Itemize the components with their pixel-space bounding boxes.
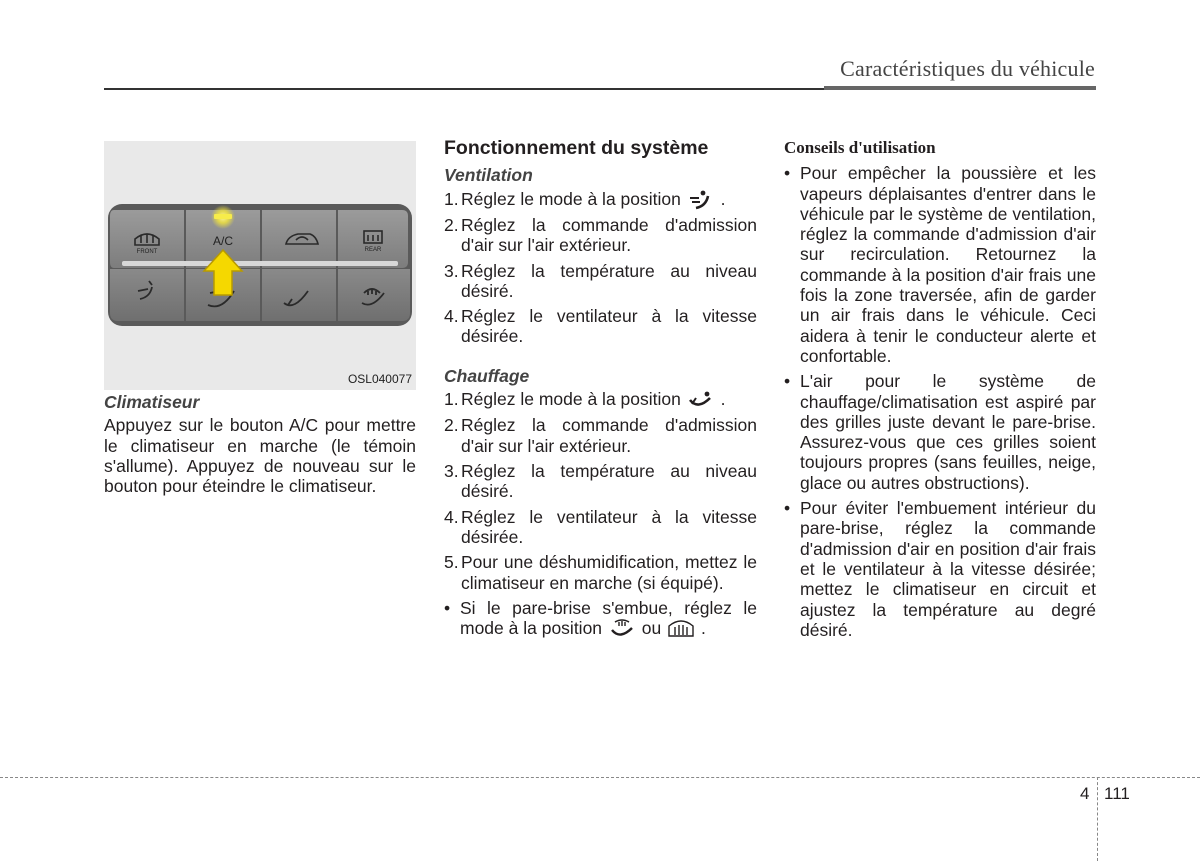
page-number: 111 [1104, 784, 1130, 803]
ventilation-step-2: 2. Réglez la commande d'admission d'air sur l'air extérieur. [444, 214, 757, 256]
front-defrost-icon [666, 618, 696, 640]
footer-divider [0, 777, 1200, 778]
climate-panel-illustration [104, 141, 416, 390]
column-climatiseur [104, 392, 416, 496]
face-vent-icon [686, 190, 716, 210]
ventilation-step-3: 3. Réglez la température au niveau désiré. [444, 260, 757, 301]
column-system-operation [444, 138, 757, 645]
svg-text:A/C: A/C [212, 234, 234, 248]
column-usage-tips [784, 138, 1096, 645]
footer-vertical-divider [1097, 777, 1098, 861]
header-title: Caractéristiques du véhicule [840, 56, 1095, 81]
chauffage-step-5: 5. Pour une déshumidification, mettez le climatiseur en marche (si équipé). [444, 552, 757, 593]
svg-text:FRONT: FRONT [136, 249, 158, 255]
floor-defrost-icon [607, 618, 637, 640]
ventilation-step-4: 4. Réglez le ventilateur à la vitesse désirée. [444, 306, 757, 347]
panel-divider [122, 261, 398, 266]
climate-panel-figure [104, 141, 416, 390]
bottom-row-buttons [110, 269, 410, 321]
floor-vent-icon [686, 390, 716, 410]
tip-item: • Pour éviter l'embuement intérieur du pare-brise, réglez la commande d'admission d'air en position d'air frais et le ventilateur à la vitesse désirée; mettez le climatiseur en circuit et ajustez la température au degré désiré. [784, 498, 1096, 640]
section-title: Fonctionnement du système [444, 137, 709, 159]
svg-text:REAR: REAR [364, 247, 382, 253]
climatiseur-text: Appuyez sur le bouton A/C pour mettre le climatiseur en marche (le témoin s'allume). Appuyez de nouveau sur le bouton pour éteindre le climatiseur. [104, 415, 416, 497]
chauffage-step-1: 1. Réglez le mode à la position . [444, 389, 726, 410]
figure-code: OSL040077 [347, 372, 412, 386]
subtitle-climatiseur: Climatiseur [104, 392, 200, 412]
tip-item: • L'air pour le système de chauffage/climatisation est aspiré par des grilles juste devant le pare-brise. Assurez-vous que ces grilles soient toujours propres (sans feuilles, neige, glace ou autres obstructions). [784, 371, 1096, 493]
chauffage-step-2: 2. Réglez la commande d'admission d'air sur l'air extérieur. [444, 415, 757, 456]
ac-indicator-icon [214, 214, 232, 219]
chapter-number: 4 [1080, 784, 1090, 803]
ventilation-step-1: 1. Réglez le mode à la position . [444, 188, 726, 209]
header-rule-accent [824, 86, 1096, 90]
subtitle-ventilation: Ventilation [444, 165, 533, 186]
chauffage-step-3: 3. Réglez la température au niveau désiré. [444, 461, 757, 502]
tip-item: • Pour empêcher la poussière et les vapeurs déplaisantes d'entrer dans le véhicule par le système de ventilation, réglez la commande d'admission d'air sur recirculation. Retournez la commande à la position d'air frais une fois la zone traversée, afin de garder un air frais dans le véhicule. Ceci aidera à tenir le conducteur alerte et confortable. [784, 163, 1096, 366]
chauffage-bullet: • Si le pare-brise s'embue, réglez le mode à la position ou . [444, 598, 757, 641]
tips-title: Conseils d'utilisation [784, 138, 936, 157]
chauffage-step-4: 4. Réglez le ventilateur à la vitesse désirée. [444, 506, 757, 547]
subtitle-chauffage: Chauffage [444, 365, 530, 386]
